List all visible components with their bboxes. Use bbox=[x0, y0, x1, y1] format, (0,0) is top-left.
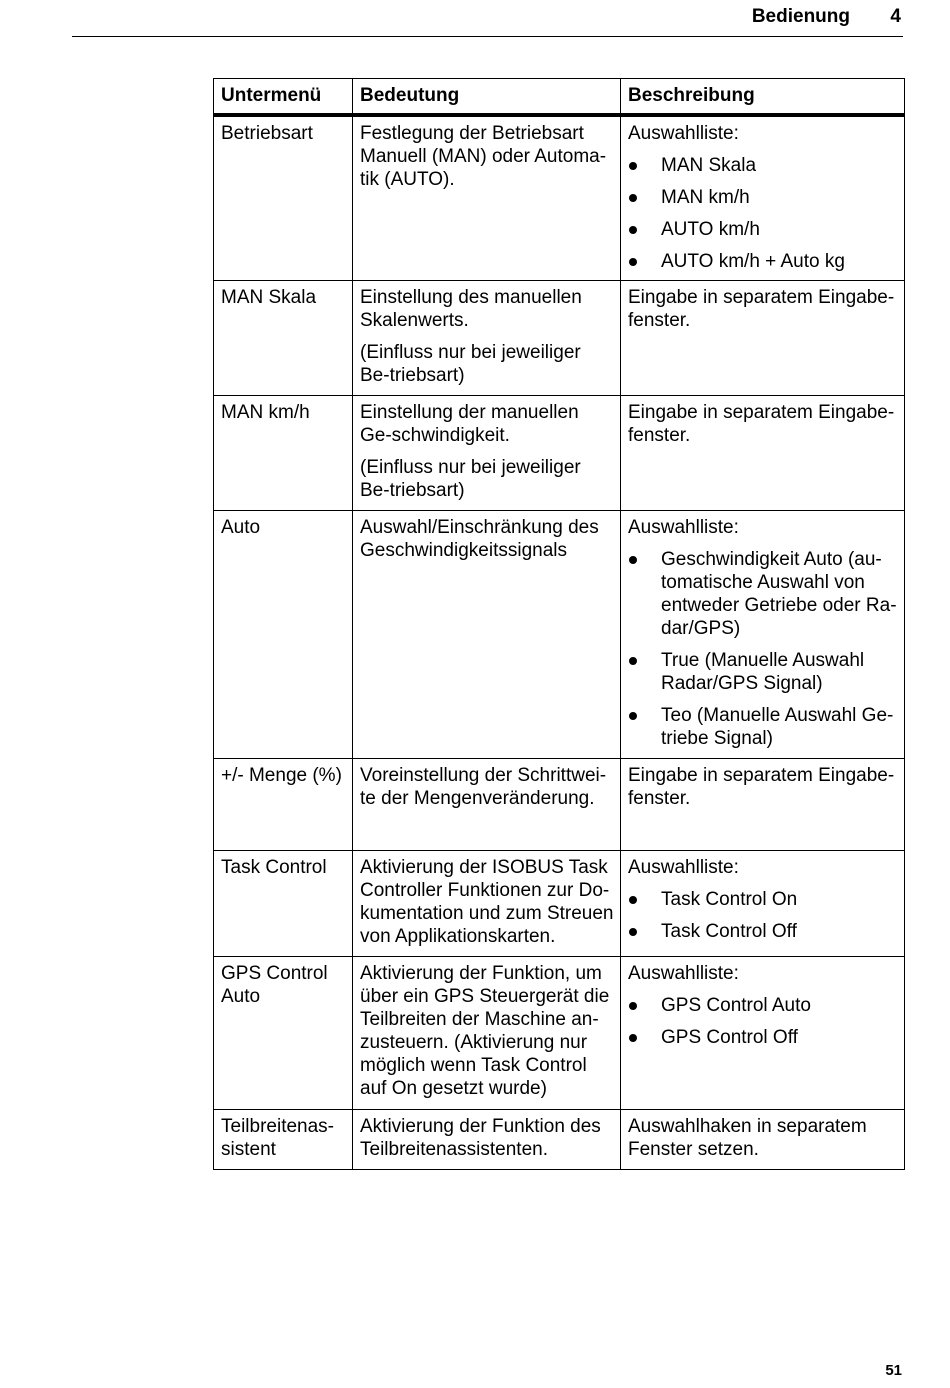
column-header-description: Beschreibung bbox=[621, 79, 905, 116]
option-list bbox=[628, 154, 898, 273]
cell-meaning bbox=[353, 281, 621, 396]
description-text: Auswahlliste: bbox=[628, 517, 739, 538]
page-header bbox=[72, 0, 903, 37]
table-row bbox=[214, 281, 905, 396]
chapter-title: Bedienung bbox=[751, 6, 850, 27]
cell-meaning bbox=[353, 851, 621, 957]
option-list bbox=[628, 888, 898, 943]
table-row bbox=[214, 396, 905, 511]
table-row bbox=[214, 851, 905, 957]
meaning-paragraph: Einstellung der manuellen Ge-schwindigkeit. bbox=[360, 402, 579, 446]
submenu-table bbox=[213, 78, 905, 1170]
table-row bbox=[214, 1110, 905, 1170]
page-number: 51 bbox=[885, 1362, 902, 1379]
cell-meaning bbox=[353, 115, 621, 281]
option-list-item: AUTO km/h bbox=[628, 218, 898, 241]
table-row bbox=[214, 115, 905, 281]
option-list-item: MAN km/h bbox=[628, 186, 898, 209]
meaning-paragraph: Aktivierung der Funktion, um über ein GPS Steuergerät die Teilbreiten der Maschine an-zusteuern. (Aktivierung nur möglich wenn Task Control auf On gesetzt wurde) bbox=[360, 963, 610, 1099]
description-text: Eingabe in separatem Eingabe-fenster. bbox=[628, 765, 895, 809]
description-text: Eingabe in separatem Eingabe-fenster. bbox=[628, 287, 895, 331]
cell-description bbox=[621, 957, 905, 1110]
cell-submenu: Task Control bbox=[214, 851, 353, 957]
meaning-paragraph: Voreinstellung der Schrittwei-te der Mengenveränderung. bbox=[360, 765, 607, 809]
description-text: Auswahlliste: bbox=[628, 123, 739, 144]
table-header-row bbox=[214, 79, 905, 116]
option-list-item: GPS Control Auto bbox=[628, 994, 898, 1017]
chapter-number: 4 bbox=[890, 6, 901, 27]
cell-description bbox=[621, 396, 905, 511]
option-list bbox=[628, 994, 898, 1049]
cell-submenu: MAN km/h bbox=[214, 396, 353, 511]
option-list-item: GPS Control Off bbox=[628, 1026, 898, 1049]
cell-meaning bbox=[353, 1110, 621, 1170]
option-list-item: Task Control On bbox=[628, 888, 898, 911]
option-list-item: Teo (Manuelle Auswahl Ge-triebe Signal) bbox=[628, 704, 898, 750]
cell-submenu: MAN Skala bbox=[214, 281, 353, 396]
cell-submenu: Auto bbox=[214, 511, 353, 759]
description-text: Auswahlliste: bbox=[628, 857, 739, 878]
meaning-paragraph: Auswahl/Einschränkung des Geschwindigkeitssignals bbox=[360, 517, 599, 561]
cell-submenu: Teilbreitenas-sistent bbox=[214, 1110, 353, 1170]
cell-meaning bbox=[353, 759, 621, 851]
table-body bbox=[214, 115, 905, 1170]
meaning-paragraph: (Einfluss nur bei jeweiliger Be-triebsart) bbox=[360, 342, 581, 386]
meaning-paragraph: Festlegung der Betriebsart Manuell (MAN) oder Automa-tik (AUTO). bbox=[360, 123, 607, 190]
description-text: Auswahlhaken in separatem Fenster setzen. bbox=[628, 1116, 867, 1160]
cell-description bbox=[621, 851, 905, 957]
cell-description bbox=[621, 1110, 905, 1170]
cell-submenu: +/- Menge (%) bbox=[214, 759, 353, 851]
column-header-submenu: Untermenü bbox=[214, 79, 353, 116]
option-list-item: Geschwindigkeit Auto (au-tomatische Auswahl von entweder Getriebe oder Ra-dar/GPS) bbox=[628, 548, 898, 640]
cell-meaning bbox=[353, 396, 621, 511]
option-list-item: True (Manuelle Auswahl Radar/GPS Signal) bbox=[628, 649, 898, 695]
option-list bbox=[628, 548, 898, 750]
option-list-item: MAN Skala bbox=[628, 154, 898, 177]
meaning-paragraph: Einstellung des manuellen Skalenwerts. bbox=[360, 287, 582, 331]
column-header-meaning: Bedeutung bbox=[353, 79, 621, 116]
description-text: Auswahlliste: bbox=[628, 963, 739, 984]
meaning-paragraph: Aktivierung der ISOBUS Task Controller Funktionen zur Do-kumentation und zum Streuen von Applikationskarten. bbox=[360, 857, 614, 947]
cell-submenu: Betriebsart bbox=[214, 115, 353, 281]
table-row bbox=[214, 957, 905, 1110]
cell-meaning bbox=[353, 957, 621, 1110]
cell-submenu: GPS Control Auto bbox=[214, 957, 353, 1110]
meaning-paragraph: Aktivierung der Funktion des Teilbreitenassistenten. bbox=[360, 1116, 601, 1160]
cell-description bbox=[621, 511, 905, 759]
cell-meaning bbox=[353, 511, 621, 759]
table-row bbox=[214, 759, 905, 851]
cell-description bbox=[621, 281, 905, 396]
option-list-item: AUTO km/h + Auto kg bbox=[628, 250, 898, 273]
table-row bbox=[214, 511, 905, 759]
option-list-item: Task Control Off bbox=[628, 920, 898, 943]
meaning-paragraph: (Einfluss nur bei jeweiliger Be-triebsart) bbox=[360, 457, 581, 501]
cell-description bbox=[621, 115, 905, 281]
description-text: Eingabe in separatem Eingabe-fenster. bbox=[628, 402, 895, 446]
cell-description bbox=[621, 759, 905, 851]
